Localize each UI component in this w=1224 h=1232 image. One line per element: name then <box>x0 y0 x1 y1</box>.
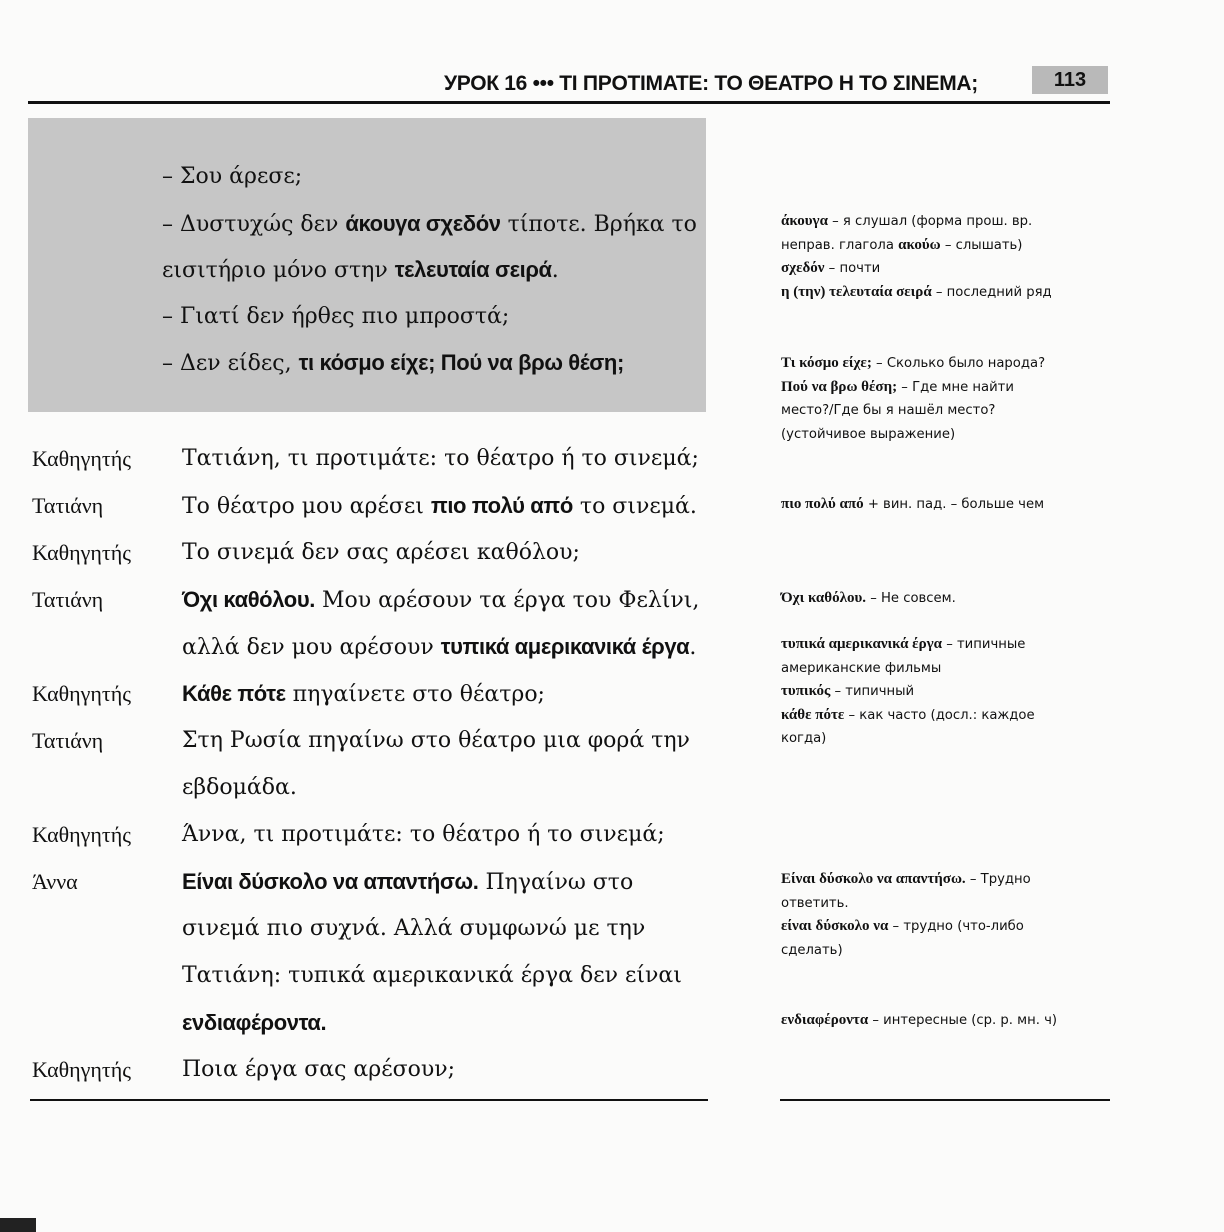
note-line <box>781 423 1111 447</box>
speaker-name: Τατιάνη <box>32 493 104 518</box>
text-run: – интересные (ср. р. мн. ч) <box>868 1013 1058 1028</box>
speaker-name: Καθηγητής <box>32 446 131 471</box>
dialogue-line <box>182 587 699 613</box>
text-run: – Сколько было народа? <box>871 356 1046 371</box>
note-line <box>781 892 1111 916</box>
speaker-name: Τατιάνη <box>32 728 104 753</box>
text-run: – Трудно <box>965 872 1031 887</box>
bold-term: τελευταία σειρά <box>394 257 552 282</box>
dialogue-line <box>182 916 645 941</box>
bold-term: τι κόσμο είχε; Πού να βρω θέση; <box>298 350 624 375</box>
text-run: Το θέατρο μου αρέσει <box>182 494 431 519</box>
bold-term: Πού να βρω θέση; <box>781 378 898 395</box>
speaker-name: Καθηγητής <box>32 822 131 847</box>
text-run: – Γιατί δεν ήρθες πιο μπροστά; <box>162 304 510 329</box>
text-run: неправ. глагола <box>781 237 899 253</box>
box-line <box>162 350 624 376</box>
dialogue-line <box>182 634 696 660</box>
text-run: – Δεν είδες, <box>162 351 299 376</box>
speaker-name: Καθηγητής <box>32 681 131 706</box>
text-run: – Не совсем. <box>866 591 956 606</box>
bold-term: άκουγα σχεδόν <box>345 211 501 236</box>
note-line <box>781 915 1111 939</box>
bold-term: πιο πολύ από <box>430 493 573 518</box>
text-run: Τατιάνη, τι προτιμάτε: το θέατρο ή το σινεμά; <box>182 446 699 471</box>
text-run: τίποτε. Βρήκα το <box>500 212 697 237</box>
speaker-name: Καθηγητής <box>32 540 131 565</box>
text-run: Πηγαίνω στο <box>478 870 634 895</box>
text-run: το σινεμά. <box>572 494 697 519</box>
bold-term: πιο πολύ από <box>781 496 864 512</box>
page-edge <box>0 1218 36 1232</box>
dialogue-line <box>182 963 682 988</box>
header-rule <box>28 101 1110 104</box>
speaker-name: Άννα <box>32 869 78 894</box>
note-block <box>781 1009 1111 1033</box>
bold-term: κάθε πότε <box>781 706 845 723</box>
box-line <box>162 304 509 329</box>
bold-term: τυπικά αμερικανικά έργα <box>781 636 943 652</box>
note-line <box>781 257 1111 281</box>
dialogue-line <box>182 681 545 707</box>
chapter-title: УРОК 16 ••• ΤΙ ΠΡΟΤΙΜΑΤΕ: ΤΟ ΘΕΑΤΡΟ Η ΤΟ ΣΙΝΕΜΑ; <box>444 72 978 95</box>
bold-term: η (την) τελευταία σειρά <box>781 283 932 300</box>
text-run: σινεμά πιο συχνά. Αλλά συμφωνώ με την <box>182 916 646 941</box>
text-run: – Δυστυχώς δεν <box>162 212 346 237</box>
note-block <box>781 352 1111 446</box>
bold-term: τυπικός <box>781 683 831 699</box>
text-run: . <box>689 635 697 660</box>
text-run: (устойчивое выражение) <box>781 426 956 442</box>
text-run: место?/Где бы я нашёл место? <box>781 403 996 418</box>
note-line <box>781 704 1111 728</box>
text-run: Μου αρέσουν τα έργα του Φελίνι, <box>314 588 700 613</box>
note-line <box>781 399 1111 423</box>
bold-term: σχεδόν <box>781 260 825 276</box>
text-run: εισιτήριο μόνο στην <box>162 258 395 283</box>
page-header <box>28 60 1110 104</box>
bold-term: Είναι δύσκολο να απαντήσω. <box>182 869 479 894</box>
footer-rule-left <box>30 1099 708 1101</box>
text-run: πηγαίνετε στο θέατρο; <box>285 682 545 707</box>
note-block <box>781 493 1111 517</box>
text-run: – типичный <box>830 684 915 699</box>
dialogue-line <box>182 493 697 519</box>
text-run: αλλά δεν μου αρέσουν <box>182 635 441 660</box>
text-run: – почти <box>824 261 881 276</box>
note-block <box>781 633 1111 751</box>
bold-term: Είναι δύσκολο να απαντήσω. <box>781 871 966 887</box>
note-line <box>781 939 1111 963</box>
dialogue-line <box>182 446 699 471</box>
text-run: – как часто (досл.: каждое <box>844 707 1035 723</box>
dialogue-line <box>182 822 665 847</box>
bold-term: ενδιαφέροντα <box>781 1012 869 1028</box>
dialogue-line <box>182 869 633 895</box>
note-line <box>781 376 1111 400</box>
note-line <box>781 680 1111 704</box>
dialogue-line <box>182 728 690 753</box>
dialogue-line <box>182 1057 455 1082</box>
bold-term: Όχι καθόλου. <box>182 587 315 612</box>
text-run: . <box>551 258 559 283</box>
note-line <box>781 587 1111 611</box>
bold-term: άκουγα <box>781 213 828 229</box>
page-number: 113 <box>1032 66 1108 94</box>
note-block <box>781 210 1111 304</box>
box-line <box>162 257 559 283</box>
dialogue-line <box>182 540 580 565</box>
box-line <box>162 211 697 237</box>
note-line <box>781 281 1111 305</box>
note-line <box>781 352 1111 376</box>
speaker-name: Καθηγητής <box>32 1057 131 1082</box>
bold-term: Όχι καθόλου. <box>781 590 866 606</box>
note-line <box>781 633 1111 657</box>
note-line <box>781 493 1111 517</box>
text-run: – Где мне найти <box>897 379 1014 395</box>
text-run: Το σινεμά δεν σας αρέσει καθόλου; <box>182 540 580 565</box>
speaker-name: Τατιάνη <box>32 587 104 612</box>
footer-rule-right <box>780 1099 1110 1101</box>
note-line <box>781 1009 1111 1033</box>
dialogue-line <box>182 775 297 800</box>
text-run: εβδομάδα. <box>182 775 297 800</box>
text-run: Ποια έργα σας αρέσουν; <box>182 1057 456 1082</box>
text-run: – Σου άρεσε; <box>162 164 303 189</box>
text-run: Τατιάνη: τυπικά αμερικανικά έργα δεν είναι <box>182 963 682 988</box>
text-run: + вин. пад. – больше чем <box>863 497 1045 512</box>
text-run: американские фильмы <box>781 660 942 676</box>
box-line <box>162 164 302 189</box>
bold-term: τυπικά αμερικανικά έργα <box>440 634 690 659</box>
note-line <box>781 727 1111 751</box>
note-line <box>781 868 1111 892</box>
text-run: – типичные <box>942 637 1026 652</box>
text-run: – слышать) <box>940 237 1023 253</box>
text-run: – последний ряд <box>931 284 1052 300</box>
bold-term: ακούω <box>898 236 941 253</box>
note-block <box>781 587 1111 611</box>
note-block <box>781 868 1111 962</box>
text-run: когда) <box>781 731 827 746</box>
note-line <box>781 657 1111 681</box>
text-run: Στη Ρωσία πηγαίνω στο θέατρο μια φορά την <box>182 728 690 753</box>
text-run: Άννα, τι προτιμάτε: το θέατρο ή το σινεμά; <box>182 822 665 847</box>
text-run: – я слушал (форма прош. вр. <box>827 214 1033 229</box>
text-run: сделать) <box>781 942 843 958</box>
bold-term: Τι κόσμο είχε; <box>781 355 872 371</box>
note-line <box>781 210 1111 234</box>
bold-term: Κάθε πότε <box>182 681 286 706</box>
bold-term: ενδιαφέροντα. <box>182 1010 327 1035</box>
text-run: – трудно (что-либо <box>888 919 1024 934</box>
bold-term: είναι δύσκολο να <box>781 918 889 934</box>
note-line <box>781 234 1111 258</box>
text-run: ответить. <box>781 895 849 911</box>
dialogue-line <box>182 1010 326 1036</box>
